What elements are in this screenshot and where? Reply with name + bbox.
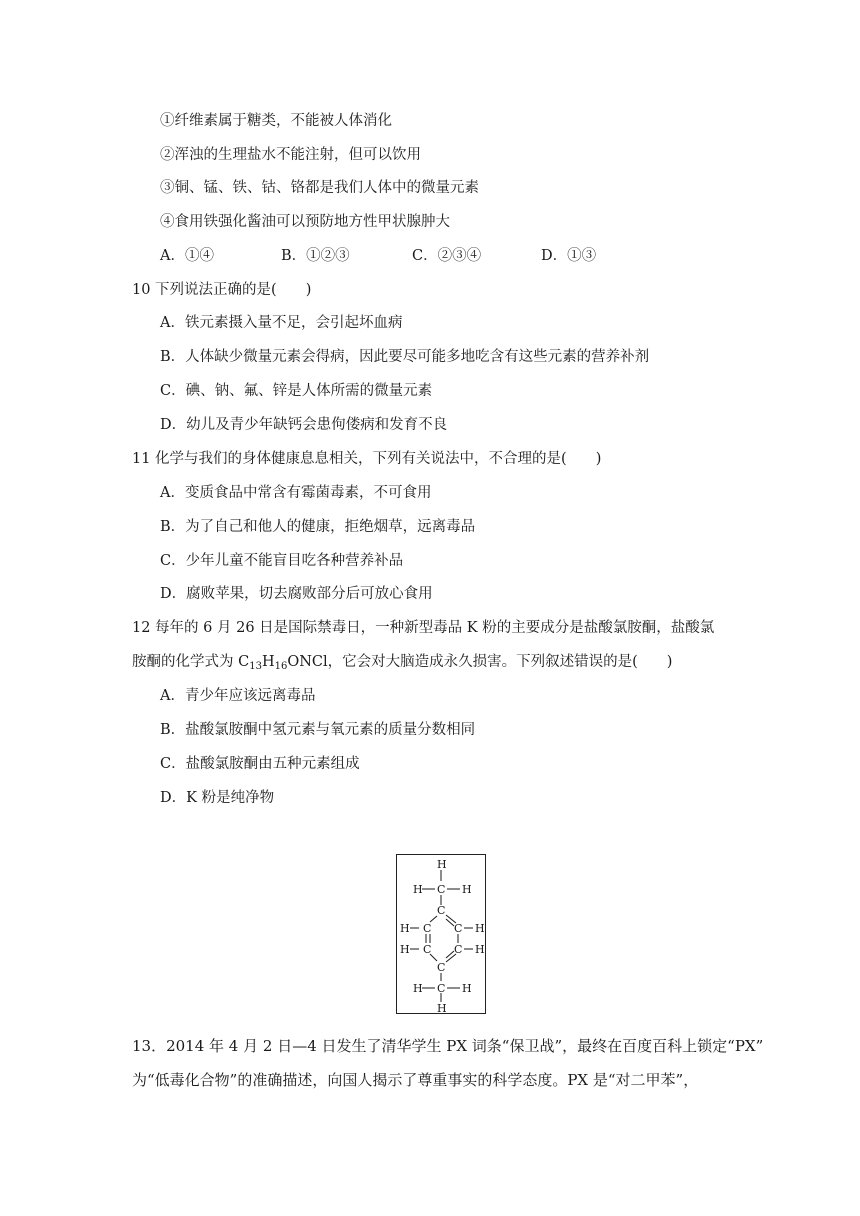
atom-h: H: [400, 922, 410, 935]
atom-c: C: [437, 982, 446, 995]
q12-option-b: B．盐酸氯胺酮中氢元素与氧元素的质量分数相同: [160, 722, 476, 738]
q10-option-b: B．人体缺少微量元素会得病，因此要尽可能多地吃含有这些元素的营养补剂: [160, 349, 650, 365]
formula-subscript-c: 13: [249, 661, 262, 672]
q12-option-a: A．青少年应该远离毒品: [160, 688, 316, 704]
atom-c: C: [437, 904, 446, 917]
q12-option-c: C．盐酸氯胺酮由五种元素组成: [160, 756, 360, 772]
atom-h: H: [475, 943, 485, 956]
statement-1: ①纤维素属于糖类，不能被人体消化: [160, 113, 392, 129]
q11-option-b: B．为了自己和他人的健康，拒绝烟草，远离毒品: [160, 519, 476, 535]
q9-option-b: B．①②③: [281, 248, 350, 264]
q10-option-d: D．幼儿及青少年缺钙会患佝偻病和发育不良: [160, 417, 448, 433]
q10-option-c: C．碘、钠、氟、锌是人体所需的微量元素: [160, 383, 433, 399]
atom-c: C: [454, 922, 463, 935]
statement-2: ②浑浊的生理盐水不能注射，但可以饮用: [160, 147, 421, 163]
q9-option-a: A．①④: [160, 248, 214, 264]
q12-stem-line2: [132, 652, 672, 677]
q11-stem: 11 化学与我们的身体健康息息相关，下列有关说法中，不合理的是( ): [132, 451, 602, 467]
formula-h: H: [261, 654, 275, 670]
q12-stem-line1: 12 每年的 6 月 26 日是国际禁毒日，一种新型毒品 K 粉的主要成分是盐酸氯胺酮，盐酸氯: [132, 620, 715, 636]
atom-h: H: [475, 922, 485, 935]
q11-option-c: C．少年儿童不能盲目吃各种营养补品: [160, 553, 404, 569]
atom-h: H: [413, 883, 423, 896]
atom-h: H: [462, 883, 472, 896]
q12-stem-text: 胺酮的化学式为 C: [132, 654, 250, 670]
q13-line2: 为“低毒化合物”的准确描述，向国人揭示了尊重事实的科学态度。PX 是“对二甲苯”，: [132, 1071, 699, 1089]
q10-option-a: A．铁元素摄入量不足，会引起坏血病: [160, 315, 403, 331]
atom-c: C: [423, 943, 432, 956]
atom-h: H: [437, 858, 447, 871]
structural-formula: [397, 855, 487, 1015]
atom-h: H: [437, 1002, 447, 1015]
q12-option-d: D．K 粉是纯净物: [160, 790, 275, 806]
atom-h: H: [413, 982, 423, 995]
q12-stem-text-end: ONCl，它会对大脑造成永久损害。下列叙述错误的是( ): [287, 654, 673, 670]
structural-formula-figure: [396, 854, 486, 1014]
q9-option-d: D．①③: [541, 248, 597, 264]
q10-stem: 10 下列说法正确的是( ): [132, 282, 312, 298]
q9-options: [160, 246, 596, 266]
q13-line1: 13．2014 年 4 月 2 日—4 日发生了清华学生 PX 词条“保卫战”，最终在百度百科上锁定“PX”: [132, 1037, 764, 1055]
atom-c: C: [437, 883, 446, 896]
q11-option-d: D．腐败苹果，切去腐败部分后可放心食用: [160, 586, 433, 602]
q9-option-c: C．②③④: [412, 248, 482, 264]
statement-4: ④食用铁强化酱油可以预防地方性甲状腺肿大: [160, 214, 450, 230]
atom-h: H: [400, 943, 410, 956]
atom-c: C: [423, 922, 432, 935]
q11-option-a: A．变质食品中常含有霉菌毒素，不可食用: [160, 485, 432, 501]
atom-h: H: [462, 982, 472, 995]
statement-3: ③铜、锰、铁、钴、铬都是我们人体中的微量元素: [160, 180, 479, 196]
atom-c: C: [437, 961, 446, 974]
atom-c: C: [454, 943, 463, 956]
formula-subscript-h: 16: [274, 661, 288, 672]
